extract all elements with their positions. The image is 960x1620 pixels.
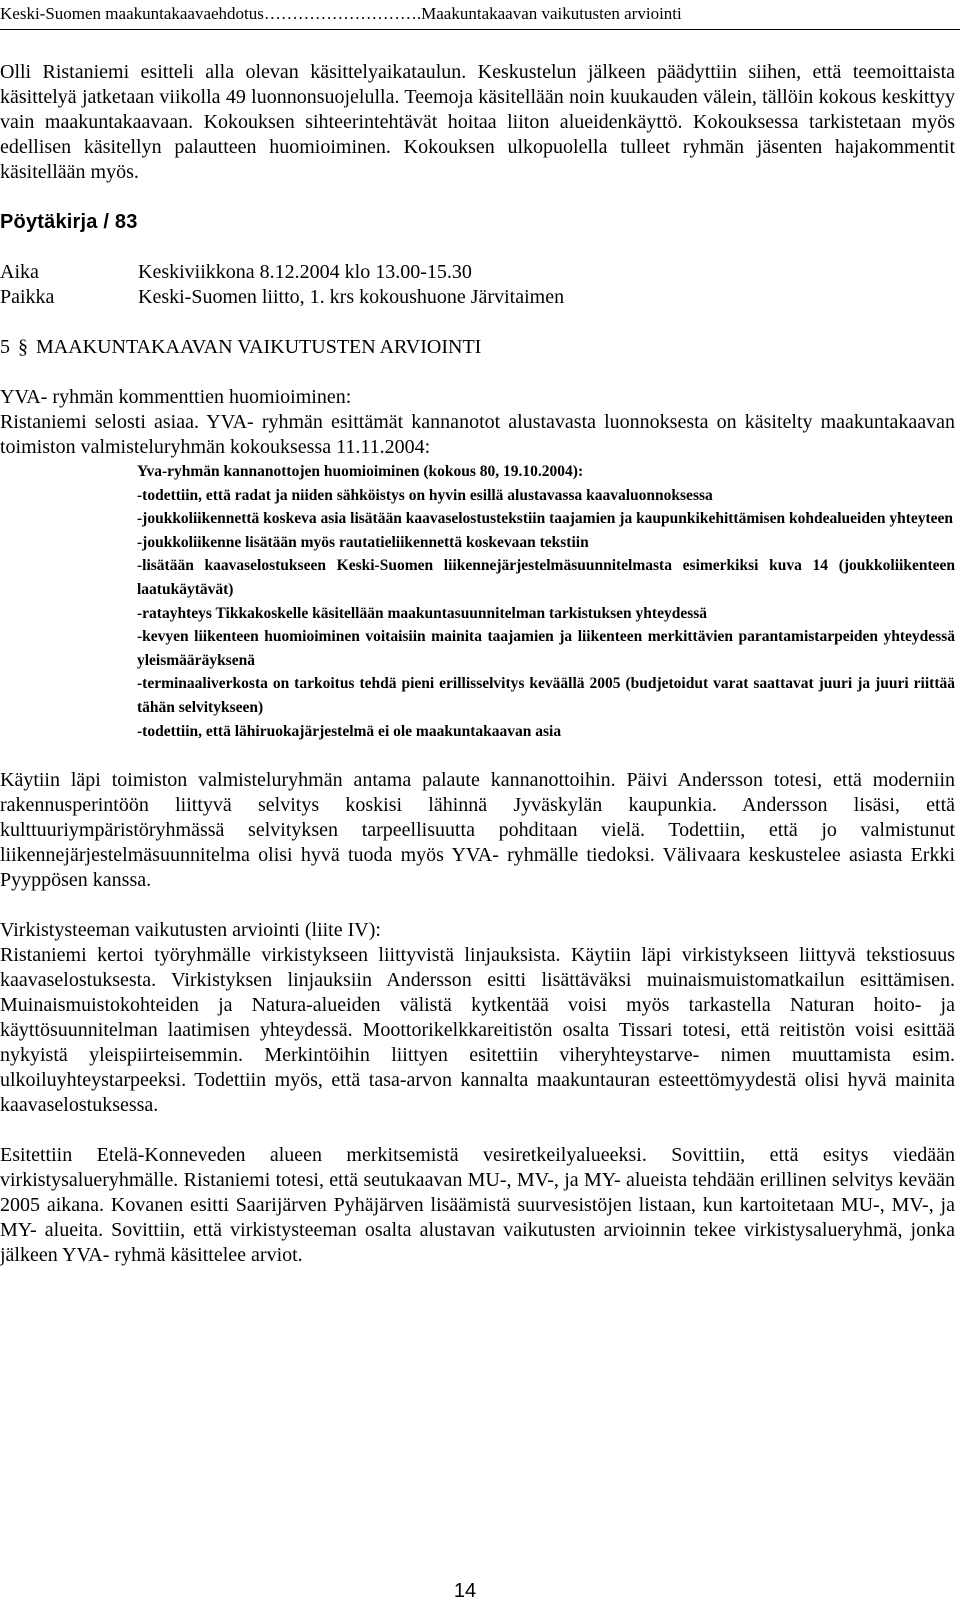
feedback-paragraph: Käytiin läpi toimiston valmisteluryhmän antama palaute kannanottoihin. Päivi Andersson totesi, että moderniin rakennusperintöön liittyvä selvitys koskisi lähinnä Jyväskylän kaupunkia. Andersson lisäsi, että kulttuuriympäristöryhmässä selvityksen tarpeellisuutta pohditaan vielä. Todettiin, että jo valmistunut liikennejärjestelmäsuunnitelma olisi hyvä tuoda myös YVA- ryhmälle tiedoksi. Välivaara keskustelee asiasta Erkki Pyyppösen kanssa. [0,769,955,892]
list-item: -ratayhteys Tikkakoskelle käsitellään maakuntasuunnitelman tarkistuksen yhteydessä [137,604,708,622]
meta-time-label: Aika [0,261,39,283]
section-title-text: MAAKUNTAKAAVAN VAIKUTUSTEN ARVIOINTI [36,336,482,358]
list-item: Yva-ryhmän kannanottojen huomioiminen (kokous 80, 19.10.2004): [137,463,584,480]
running-header [0,3,960,30]
recreation-subtitle: Virkistysteeman vaikutusten arviointi (liite IV): [0,919,381,942]
running-header-text: Keski-Suomen maakuntakaavaehdotus……………………….Maakuntakaavan vaikutusten arviointi [0,4,682,23]
meta-time-value: Keskiviikkona 8.12.2004 klo 13.00-15.30 [138,261,472,283]
list-item: -terminaaliverkosta on tarkoitus tehdä pieni erillisselvitys keväällä 2005 (budjetoidut varat saattavat juuri ja juuri riittää tähän selvitykseen) [137,675,955,716]
recreation-paragraph: Ristaniemi kertoi työryhmälle virkistykseen liittyvistä linjauksista. Käytiin läpi virkistykseen liittyvä tekstiosuus kaavaselostuksesta. Virkistyksen linjauksiin Andersson esitti lisättäväksi muinaismuistomatkailun esittämisen. Muinaismuistokohteiden ja Natura-alueiden välistä kytkentää voisi myös tarkastella Naturan hoito- ja käyttösuunnitelman laatimisen yhteydessä. Moottorikelkkareitistön osalta Tissari totesi, että reitistön voisi esittää nykyistä yleispiirteisemmin. Merkintöihin liittyen esitettiin viheryhteystarve- nimen muuttamista esim. ulkoiluyhteystarpeeksi. Todettiin myös, että tasa-arvon kannalta maakuntauran esteettömyydestä olisi hyvä mainita kaavaselostuksessa. [0,944,955,1117]
list-item: -joukkoliikenne lisätään myös rautatieliikennettä koskevaan tekstiin [137,533,589,551]
yva-subtitle: YVA- ryhmän kommenttien huomioiminen: [0,386,352,408]
page-number: 14 [453,1580,477,1602]
document-body [0,60,955,1268]
minutes-heading: Pöytäkirja / 83 [0,211,138,233]
meta-place-row [0,285,955,310]
section-number: 5 [0,336,10,358]
section-title [0,335,955,360]
meta-place-label: Paikka [0,286,55,308]
intro-paragraph: Olli Ristaniemi esitteli alla olevan käsittelyaikataulun. Keskustelun jälkeen päädyttiin siihen, että teemoittaista käsittelyä jatketaan viikolla 49 luonnonsuojelulla. Teemoja käsitellään noin kuukauden välein, tällöin kokous keskittyy vain maakuntakaavaan. Kokouksen sihteerintehtävät hoitaa liiton alueidenkäyttö. Kokouksessa tarkistetaan myös edellisen käsitellyn palautteen huomioiminen. Kokouksen ulkopuolella tulleet ryhmän jäsenten hajakommentit käsitellään myös. [0,61,955,183]
list-item: -todettiin, että lähiruokajärjestelmä ei ole maakuntakaavan asia [137,722,562,740]
meta-time-row [0,260,955,285]
final-paragraph: Esitettiin Etelä-Konneveden alueen merkitsemistä vesiretkeilyalueeksi. Sovittiin, että esitys viedään virkistysalueryhmälle. Ristaniemi totesi, että seutukaavan MU-, MV-, ja MY- alueista tehdään erillinen selvitys kevään 2005 aikana. Kovanen esitti Saarijärven Pyhäjärven lisäämistä suurvesistöjen listaan, kun kartoitetaan MU-, MV-, ja MY- alueita. Sovittiin, että virkistysteeman osalta alustavan vaikutusten arvioinnin tekee virkistysalueryhmä, jonka jälkeen YVA- ryhmä käsittelee arviot. [0,1144,955,1267]
list-item: -lisätään kaavaselostukseen Keski-Suomen liikennejärjestelmäsuunnitelmasta esimerkiksi kuva 14 (joukkoliikenteen laatukäytävät) [137,557,955,598]
yva-comments-list [137,460,955,743]
yva-paragraph: Ristaniemi selosti asiaa. YVA- ryhmän esittämät kannanotot alustavasta luonnoksesta on käsitelty maakuntakaavan toimiston valmisteluryhmän kokouksessa 11.11.2004: [0,411,955,458]
section-symbol: § [18,336,28,358]
list-item: -todettiin, että radat ja niiden sähköistys on hyvin esillä alustavassa kaavaluonnoksessa [137,486,713,504]
list-item: -kevyen liikenteen huomioiminen voitaisiin mainita taajamien ja liikenteen merkittävien parantamistarpeiden yhteydessä yleismääräyksenä [137,628,955,669]
meta-place-value: Keski-Suomen liitto, 1. krs kokoushuone Järvitaimen [138,286,565,308]
list-item: -joukkoliikennettä koskeva asia lisätään kaavaselostustekstiin taajamien ja kaupunkikehittämisen kohdealueiden yhteyteen [137,510,954,528]
